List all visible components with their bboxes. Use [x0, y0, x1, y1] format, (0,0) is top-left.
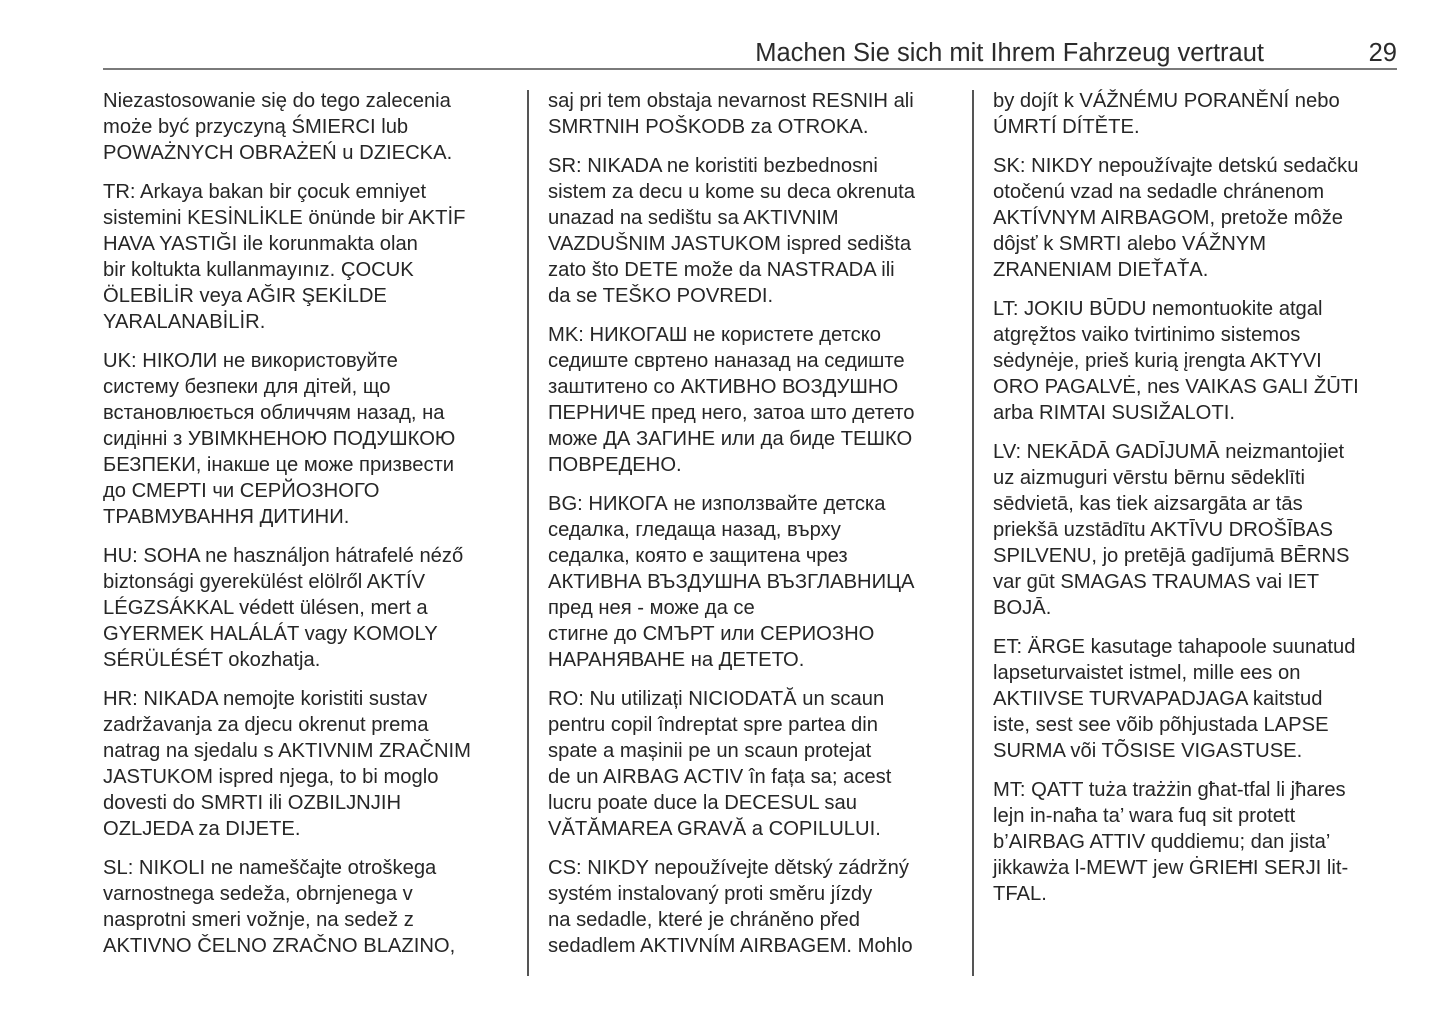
text-line: GYERMEK HALÁLÁT vagy KOMOLY: [103, 623, 438, 645]
text-line: RO: Nu utilizați NICIODATĂ un scaun: [548, 688, 885, 710]
text-line: пред нея - може да се: [548, 597, 755, 619]
warning-paragraph: [103, 855, 513, 959]
text-line: sistem za decu u kome su deca okrenuta: [548, 181, 915, 203]
text-line: de un AIRBAG ACTIV în fața sa; acest: [548, 766, 892, 788]
text-line: YARALANABİLİR.: [103, 311, 266, 333]
text-line: uz aizmuguri vērstu bērnu sēdeklīti: [993, 467, 1305, 489]
text-line: otočenú vzad na sedadle chránenom: [993, 181, 1325, 203]
warning-paragraph: [993, 634, 1403, 764]
text-line: ZRANENIAM DIEŤAŤA.: [993, 259, 1209, 281]
text-line: BOJĀ.: [993, 597, 1052, 619]
text-line: седиште свртено наназад на седиште: [548, 350, 905, 372]
text-line: встановлюється обличчям назад, на: [103, 402, 445, 424]
text-line: by dojít k VÁŽNÉMU PORANĚNÍ nebo: [993, 90, 1340, 112]
text-line: SK: NIKDY nepoužívajte detskú sedačku: [993, 155, 1359, 177]
text-line: LV: NEKĀDĀ GADĪJUMĀ neizmantojiet: [993, 441, 1345, 463]
text-line: MT: QATT tuża trażżin għat-tfal li jħares: [993, 779, 1346, 801]
text-line: OZLJEDA za DIJETE.: [103, 818, 301, 840]
text-line: JASTUKOM ispred njega, to bi moglo: [103, 766, 439, 788]
text-line: заштитено со АКТИВНО ВОЗДУШНО: [548, 376, 899, 398]
text-line: var gūt SMAGAS TRAUMAS vai IET: [993, 571, 1320, 593]
text-line: b’AIRBAG ATTIV quddiemu; dan jista’: [993, 831, 1331, 853]
text-line: LÉGZSÁKKAL védett ülésen, mert a: [103, 597, 428, 619]
text-line: pentru copil îndreptat spre partea din: [548, 714, 878, 736]
running-header: [103, 36, 1397, 70]
text-line: jikkawża l-MEWT jew ĠRIEĦI SERJI lit-: [993, 857, 1349, 879]
warning-paragraph: [103, 88, 513, 166]
text-line: VAZDUŠNIM JASTUKOM ispred sedišta: [548, 233, 912, 255]
text-line: da se TEŠKO POVREDI.: [548, 285, 774, 307]
text-line: dovesti do SMRTI ili OZBILJNJIH: [103, 792, 402, 814]
warning-paragraph: [993, 88, 1403, 140]
text-line: Niezastosowanie się do tego zalecenia: [103, 90, 451, 112]
text-line: sedadlem AKTIVNÍM AIRBAGEM. Mohlo: [548, 935, 913, 957]
warning-paragraph: [548, 153, 958, 309]
page-number: 29: [1368, 39, 1397, 67]
warning-paragraph: [993, 777, 1403, 907]
text-line: ET: ÄRGE kasutage tahapoole suunatud: [993, 636, 1356, 658]
warning-paragraph: [993, 296, 1403, 426]
text-line: dôjsť k SMRTI alebo VÁŽNYM: [993, 233, 1267, 255]
text-line: biztonsági gyerekülést elölről AKTÍV: [103, 571, 426, 593]
text-line: sistemini KESİNLİKLE önünde bir AKTİF: [103, 207, 466, 229]
text-line: POWAŻNYCH OBRAŻEŃ u DZIECKA.: [103, 142, 453, 164]
text-line: nasprotni smeri vožnje, na sedež z: [103, 909, 414, 931]
text-line: ПЕРНИЧЕ пред него, затоа што детето: [548, 402, 915, 424]
text-line: na sedadle, které je chráněno před: [548, 909, 860, 931]
warning-paragraph: [103, 348, 513, 530]
text-line: до СМЕРТІ чи СЕРЙОЗНОГО: [103, 480, 380, 502]
warning-paragraph: [548, 855, 958, 959]
text-line: może być przyczyną ŚMIERCI lub: [103, 116, 409, 138]
text-line: natrag na sjedalu s AKTIVNIM ZRAČNIM: [103, 740, 471, 762]
text-line: lejn in-naħa ta’ wara fuq sit protett: [993, 805, 1296, 827]
text-line: zato što DETE može da NASTRADA ili: [548, 259, 895, 281]
text-line: spate a mașinii pe un scaun protejat: [548, 740, 872, 762]
warning-paragraph: [103, 686, 513, 842]
text-line: сидінні з УВІМКНЕНОЮ ПОДУШКОЮ: [103, 428, 456, 450]
text-line: bir koltukta kullanmayınız. ÇOCUK: [103, 259, 414, 281]
text-line: SL: NIKOLI ne nameščajte otroškega: [103, 857, 437, 879]
text-line: sēdvietā, kas tiek aizsargāta ar tās: [993, 493, 1303, 515]
text-line: TFAL.: [993, 883, 1047, 905]
text-line: BG: НИКОГА не използвайте детска: [548, 493, 886, 515]
text-line: SPILVENU, jo pretējā gadījumā BĒRNS: [993, 545, 1350, 567]
warning-paragraph: [548, 686, 958, 842]
text-line: HU: SOHA ne használjon hátrafelé néző: [103, 545, 464, 567]
warning-paragraph: [548, 491, 958, 673]
text-line: AKTIVNO ČELNO ZRAČNO BLAZINO,: [103, 935, 456, 957]
text-line: lapseturvaistet istmel, mille ees on: [993, 662, 1301, 684]
warning-paragraph: [548, 322, 958, 478]
text-line: систему безпеки для дітей, що: [103, 376, 391, 398]
column-1: [103, 88, 513, 972]
text-line: unazad na sedištu sa AKTIVNIM: [548, 207, 839, 229]
text-line: systém instalovaný proti směru jízdy: [548, 883, 873, 905]
text-line: SURMA või TÕSISE VIGASTUSE.: [993, 740, 1303, 762]
text-line: iste, sest see võib põhjustada LAPSE: [993, 714, 1329, 736]
column-divider: [972, 90, 974, 976]
text-line: седалка, която е защитена чрез: [548, 545, 848, 567]
text-line: MK: НИКОГАШ не користете детско: [548, 324, 882, 346]
warning-paragraph: [993, 153, 1403, 283]
text-line: saj pri tem obstaja nevarnost RESNIH ali: [548, 90, 914, 112]
text-line: HAVA YASTIĞI ile korunmakta olan: [103, 233, 418, 255]
text-line: ПОВРЕДЕНО.: [548, 454, 682, 476]
text-line: стигне до СМЪРТ или СЕРИОЗНО: [548, 623, 875, 645]
text-line: БЕЗПЕКИ, інакше це може призвести: [103, 454, 455, 476]
text-line: НАРАНЯВАНЕ на ДЕТЕТО.: [548, 649, 805, 671]
section-title: Machen Sie sich mit Ihrem Fahrzeug vertraut: [755, 39, 1264, 67]
text-line: седалка, гледаща назад, върху: [548, 519, 841, 541]
text-line: АКТИВНА ВЪЗДУШНА ВЪЗГЛАВНИЦА: [548, 571, 915, 593]
column-divider: [527, 90, 529, 976]
column-3: [993, 88, 1403, 920]
text-line: VĂTĂMAREA GRAVĂ a COPILULUI.: [548, 818, 881, 840]
warning-paragraph: [993, 439, 1403, 621]
text-line: LT: JOKIU BŪDU nemontuokite atgal: [993, 298, 1323, 320]
text-line: SÉRÜLÉSÉT okozhatja.: [103, 649, 321, 671]
text-line: може ДА ЗАГИНЕ или да биде ТЕШКО: [548, 428, 913, 450]
text-line: ÖLEBİLİR veya AĞIR ŞEKİLDE: [103, 285, 387, 307]
text-line: ТРАВМУВАННЯ ДИТИНИ.: [103, 506, 350, 528]
warning-paragraph: [103, 179, 513, 335]
text-line: CS: NIKDY nepoužívejte dětský zádržný: [548, 857, 909, 879]
column-2: [548, 88, 958, 972]
text-line: priekšā uzstādītu AKTĪVU DROŠĪBAS: [993, 519, 1333, 541]
text-line: sėdynėje, prieš kurią įrengta AKTYVI: [993, 350, 1322, 372]
text-line: ORO PAGALVĖ, nes VAIKAS GALI ŽŪTI: [993, 376, 1359, 398]
warning-paragraph: [103, 543, 513, 673]
text-line: AKTIIVSE TURVAPADJAGA kaitstud: [993, 688, 1323, 710]
text-line: UK: НІКОЛИ не використовуйте: [103, 350, 398, 372]
text-line: lucru poate duce la DECESUL sau: [548, 792, 857, 814]
text-line: TR: Arkaya bakan bir çocuk emniyet: [103, 181, 427, 203]
warning-paragraph: [548, 88, 958, 140]
text-line: AKTÍVNYM AIRBAGOM, pretože môže: [993, 207, 1344, 229]
text-line: SMRTNIH POŠKODB za OTROKA.: [548, 116, 869, 138]
text-line: arba RIMTAI SUSIŽALOTI.: [993, 402, 1235, 424]
text-line: zadržavanja za djecu okrenut prema: [103, 714, 429, 736]
text-line: HR: NIKADA nemojte koristiti sustav: [103, 688, 428, 710]
text-line: ÚMRTÍ DÍTĚTE.: [993, 116, 1140, 138]
text-line: SR: NIKADA ne koristiti bezbednosni: [548, 155, 878, 177]
text-line: varnostnega sedeža, obrnjenega v: [103, 883, 413, 905]
text-line: atgręžtos vaiko tvirtinimo sistemos: [993, 324, 1301, 346]
